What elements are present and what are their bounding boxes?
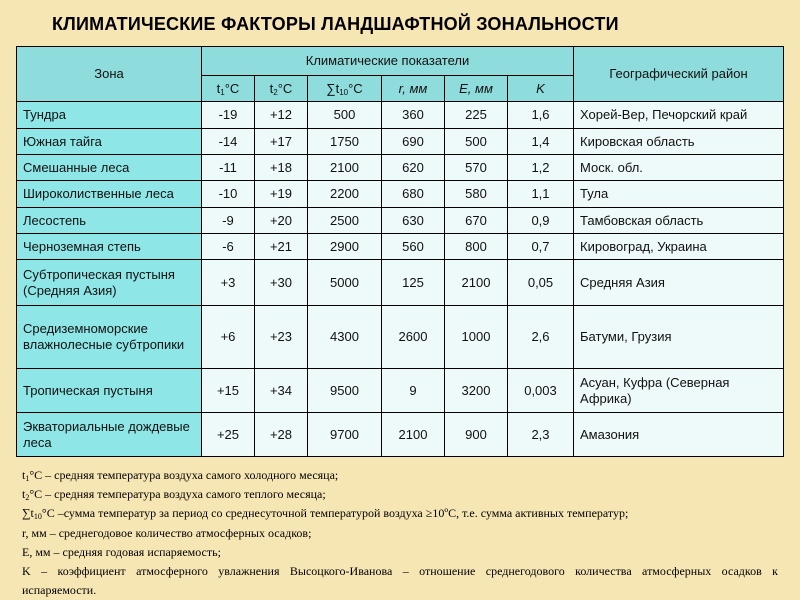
climate-table [16, 46, 784, 457]
zone-cell: Тропическая пустыня [17, 369, 202, 413]
k-cell: 0,7 [508, 234, 574, 260]
k-cell: 1,6 [508, 102, 574, 129]
k-cell: 1,1 [508, 181, 574, 208]
t2-cell: +23 [255, 306, 308, 369]
table-row [17, 234, 784, 260]
e-cell: 670 [445, 208, 508, 234]
region-cell: Амазония [574, 413, 784, 457]
region-cell: Кировоград, Украина [574, 234, 784, 260]
t1-cell: -6 [202, 234, 255, 260]
k-cell: 0,05 [508, 260, 574, 306]
table-row [17, 129, 784, 155]
zone-cell: Смешанные леса [17, 155, 202, 181]
sum-cell: 2200 [308, 181, 382, 208]
k-cell: 0,9 [508, 208, 574, 234]
t2-cell: +28 [255, 413, 308, 457]
k-cell: 1,4 [508, 129, 574, 155]
header-t2: $t_2^\circ C$ [255, 76, 308, 102]
t1-cell: -10 [202, 181, 255, 208]
r-cell: 125 [382, 260, 445, 306]
e-cell: 570 [445, 155, 508, 181]
t2-cell: +20 [255, 208, 308, 234]
t2-cell: +34 [255, 369, 308, 413]
k-cell: 0,003 [508, 369, 574, 413]
header-k: K [508, 76, 574, 102]
header-region: Географический район [574, 47, 784, 102]
e-cell: 500 [445, 129, 508, 155]
note-sum-t10: $\sum t_{10}^\circ C$ –сумма температур за период со среднесуточной температурой воздуха ≥10ºС, т.е. сумма активных температур; [22, 506, 629, 522]
k-cell: 2,3 [508, 413, 574, 457]
region-cell: Тула [574, 181, 784, 208]
region-cell: Моск. обл. [574, 155, 784, 181]
header-row-top [17, 47, 784, 76]
note-t1: $t_1^\circ C$ – средняя температура воздуха самого холодного месяца; [22, 468, 339, 483]
r-cell: 2600 [382, 306, 445, 369]
e-cell: 800 [445, 234, 508, 260]
t1-cell: +15 [202, 369, 255, 413]
table-row [17, 413, 784, 457]
zone-cell: Южная тайга [17, 129, 202, 155]
r-cell: 680 [382, 181, 445, 208]
header-zone: Зона [17, 47, 202, 102]
table-row [17, 208, 784, 234]
region-cell: Асуан, Куфра (Северная Африка) [574, 369, 784, 413]
e-cell: 900 [445, 413, 508, 457]
header-e: E, мм [445, 76, 508, 102]
t1-cell: -9 [202, 208, 255, 234]
sum-cell: 9700 [308, 413, 382, 457]
header-indicators: Климатические показатели [202, 47, 574, 76]
sum-cell: 9500 [308, 369, 382, 413]
t1-cell: -19 [202, 102, 255, 129]
zone-cell: Тундра [17, 102, 202, 129]
r-cell: 360 [382, 102, 445, 129]
table-row [17, 369, 784, 413]
header-t1: $t_1^\circ C$ [202, 76, 255, 102]
region-cell: Батуми, Грузия [574, 306, 784, 369]
zone-cell: Средиземноморские влажнолесные субтропики [17, 306, 202, 369]
t2-cell: +18 [255, 155, 308, 181]
t2-cell: +12 [255, 102, 308, 129]
t1-cell: +3 [202, 260, 255, 306]
e-cell: 2100 [445, 260, 508, 306]
header-sum-t10: $\sum t_{10}^\circ C$ [308, 76, 382, 102]
table-row [17, 102, 784, 129]
r-cell: 9 [382, 369, 445, 413]
r-cell: 690 [382, 129, 445, 155]
sum-cell: 2500 [308, 208, 382, 234]
region-cell: Кировская область [574, 129, 784, 155]
note-r: r, мм – среднегодовое количество атмосферных осадков; [22, 525, 312, 540]
note-e: E, мм – средняя годовая испаряемость; [22, 544, 221, 559]
r-cell: 630 [382, 208, 445, 234]
note-t2: $t_2^\circ C$ – средняя температура воздуха самого теплого месяца; [22, 487, 326, 503]
t1-cell: -11 [202, 155, 255, 181]
t1-cell: +6 [202, 306, 255, 369]
sum-cell: 2900 [308, 234, 382, 260]
r-cell: 620 [382, 155, 445, 181]
region-cell: Тамбовская область [574, 208, 784, 234]
t2-cell: +17 [255, 129, 308, 155]
k-cell: 2,6 [508, 306, 574, 369]
zone-cell: Лесостепь [17, 208, 202, 234]
header-r: r, мм [382, 76, 445, 102]
table-row [17, 181, 784, 208]
t2-cell: +30 [255, 260, 308, 306]
r-cell: 560 [382, 234, 445, 260]
e-cell: 580 [445, 181, 508, 208]
zone-cell: Широколиственные леса [17, 181, 202, 208]
sum-cell: 500 [308, 102, 382, 129]
k-cell: 1,2 [508, 155, 574, 181]
legend-notes [22, 466, 778, 600]
table-row [17, 260, 784, 306]
table-row [17, 306, 784, 369]
note-k: K – коэффициент атмосферного увлажнения Высоцкого-Иванова – отношение среднегодового количества атмосферных осадков к испаряемости. [22, 564, 778, 598]
sum-cell: 4300 [308, 306, 382, 369]
sum-cell: 1750 [308, 129, 382, 155]
t2-cell: +21 [255, 234, 308, 260]
r-cell: 2100 [382, 413, 445, 457]
t1-cell: -14 [202, 129, 255, 155]
zone-cell: Черноземная степь [17, 234, 202, 260]
e-cell: 225 [445, 102, 508, 129]
zone-cell: Субтропическая пустыня (Средняя Азия) [17, 260, 202, 306]
e-cell: 1000 [445, 306, 508, 369]
zone-cell: Экваториальные дождевые леса [17, 413, 202, 457]
e-cell: 3200 [445, 369, 508, 413]
sum-cell: 2100 [308, 155, 382, 181]
page-title: КЛИМАТИЧЕСКИЕ ФАКТОРЫ ЛАНДШАФТНОЙ ЗОНАЛЬНОСТИ [52, 14, 619, 34]
table-row [17, 155, 784, 181]
sum-cell: 5000 [308, 260, 382, 306]
region-cell: Хорей-Вер, Печорский край [574, 102, 784, 129]
t1-cell: +25 [202, 413, 255, 457]
t2-cell: +19 [255, 181, 308, 208]
region-cell: Средняя Азия [574, 260, 784, 306]
